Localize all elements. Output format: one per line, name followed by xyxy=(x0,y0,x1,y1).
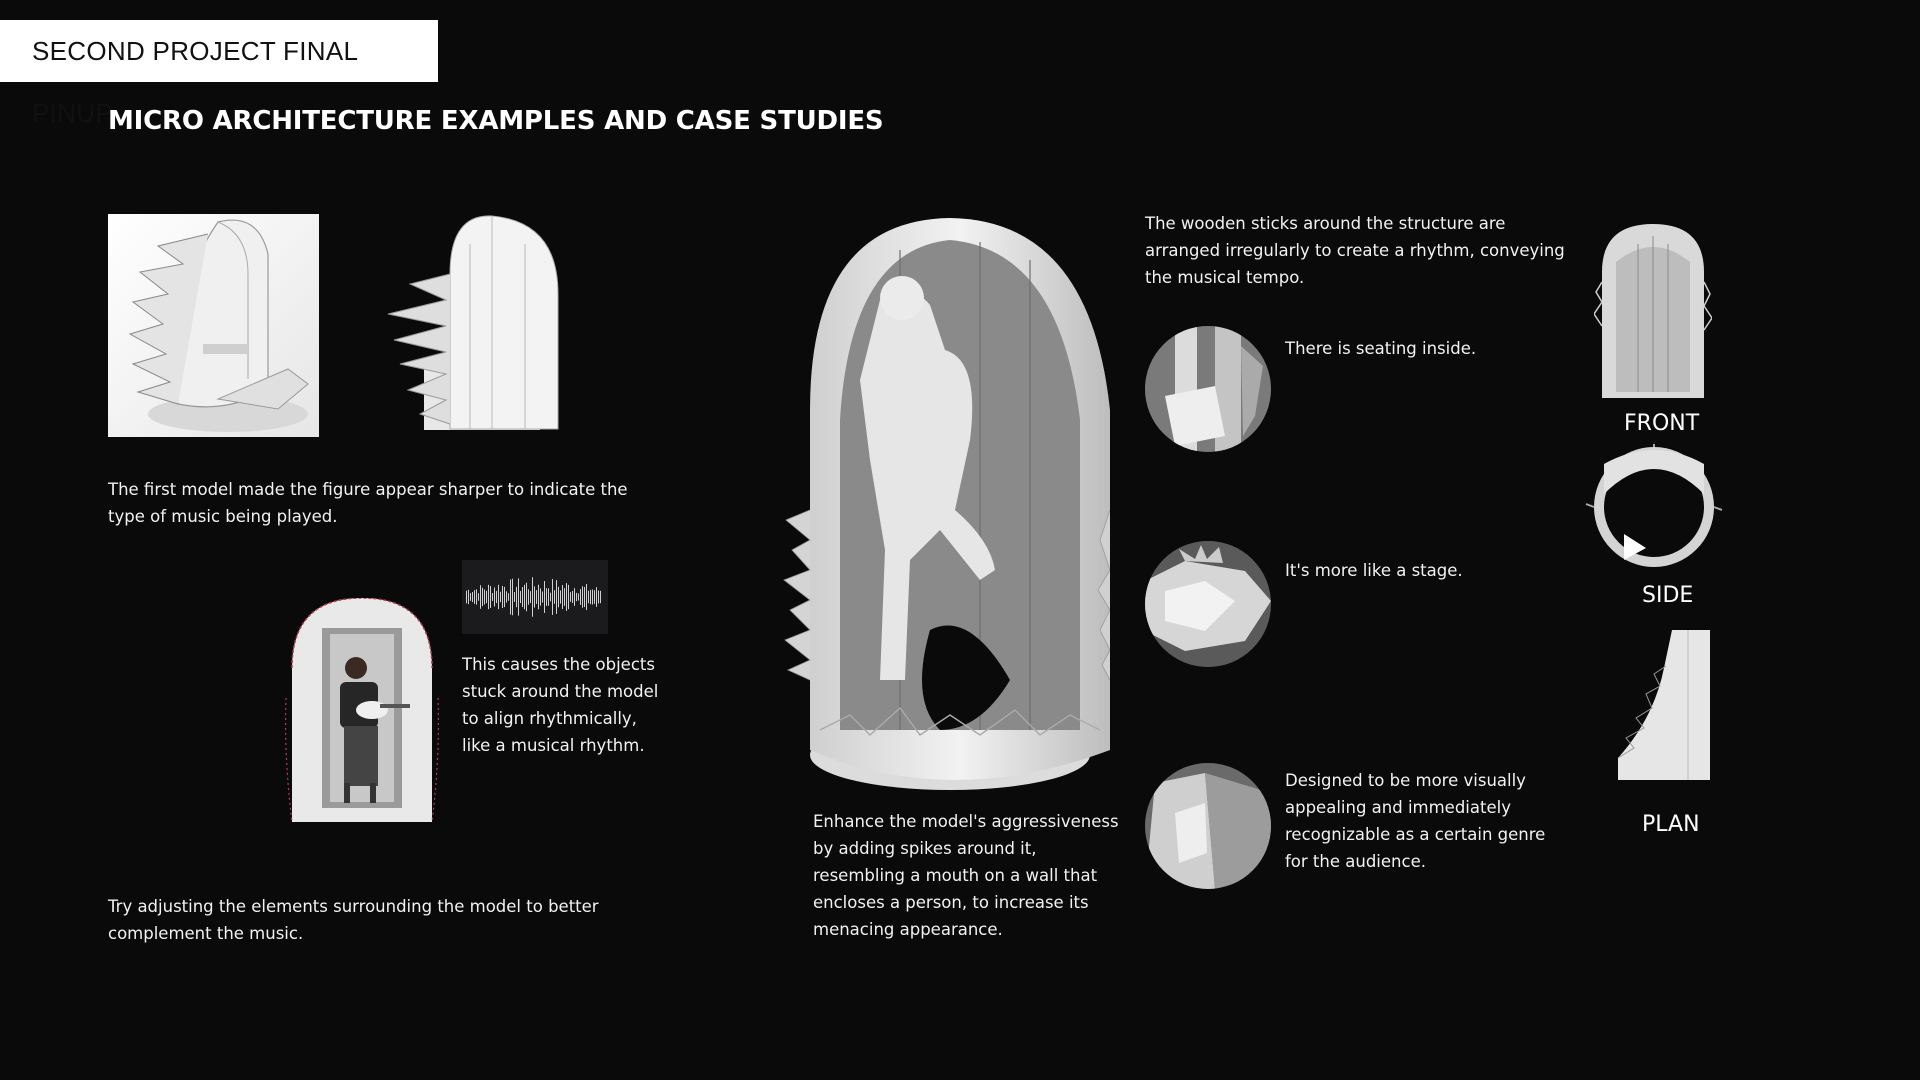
waveform-bar xyxy=(542,591,543,602)
waveform-bar xyxy=(514,592,515,602)
waveform-bar xyxy=(504,587,505,607)
waveform-bar xyxy=(484,590,485,605)
waveform-bar xyxy=(532,577,533,616)
waveform-bar xyxy=(470,593,471,601)
waveform-bar xyxy=(574,588,575,606)
waveform-bar xyxy=(496,591,497,603)
waveform-bar xyxy=(572,591,573,603)
waveform-bar xyxy=(594,590,595,604)
side-view-image xyxy=(1584,444,1724,570)
waveform-bar xyxy=(520,591,521,603)
waveform-bar xyxy=(522,587,523,607)
waveform-bar xyxy=(562,585,563,609)
detail-text-genre: Designed to be more visually appealing and immediately recognizable as a certain genre for the audience. xyxy=(1285,771,1546,871)
waveform-bar xyxy=(508,593,509,601)
waveform-bar xyxy=(476,589,477,604)
waveform-bar xyxy=(494,588,495,607)
waveform-bar xyxy=(564,588,565,606)
waveform-bar xyxy=(478,593,479,601)
waveform-bar xyxy=(540,588,541,605)
waveform-bar xyxy=(546,588,547,606)
waveform-bar xyxy=(586,584,587,610)
waveform-bar xyxy=(554,590,555,604)
waveform-bar xyxy=(566,583,567,611)
waveform-bar xyxy=(556,580,557,614)
waveform-bar xyxy=(498,585,499,609)
plan-view-label: PLAN xyxy=(1642,812,1700,837)
waveform-bar xyxy=(490,586,491,608)
waveform-bar xyxy=(526,583,527,612)
model-render-2 xyxy=(380,214,570,430)
waveform-bar xyxy=(588,591,589,604)
waveform-bar xyxy=(598,591,599,604)
waveform-bar xyxy=(500,592,501,602)
waveform-bar xyxy=(488,585,489,609)
caption-sticks: The wooden sticks around the structure are arranged irregularly to create a rhythm, conveying the musical tempo. xyxy=(1145,214,1565,287)
waveform-bar xyxy=(466,591,467,604)
detail-image-genre xyxy=(1145,763,1271,889)
waveform-bar xyxy=(502,586,503,608)
waveform-bar xyxy=(468,590,469,604)
waveform-bar xyxy=(492,593,493,601)
caption-objects: This causes the objects stuck around the model to align rhythmically, like a musical rhythm. xyxy=(462,655,659,755)
plan-view-image xyxy=(1614,628,1714,782)
page-title: MICRO ARCHITECTURE EXAMPLES AND CASE STUDIES xyxy=(108,106,884,136)
waveform-bar xyxy=(482,588,483,606)
front-view-image xyxy=(1594,222,1712,400)
waveform-bar xyxy=(510,579,511,614)
detail-image-stage xyxy=(1145,541,1271,667)
waveform-bar xyxy=(590,590,591,604)
detail-image-seating xyxy=(1145,326,1271,452)
waveform-bar xyxy=(578,593,579,600)
waveform-bar xyxy=(596,587,597,607)
waveform-bar xyxy=(518,578,519,615)
waveform-bar xyxy=(580,589,581,605)
main-model-render xyxy=(780,210,1110,795)
waveform-bar xyxy=(582,586,583,607)
section-tag: SECOND PROJECT FINAL PINUP xyxy=(0,20,438,82)
waveform-bar xyxy=(530,591,531,603)
waveform-bar xyxy=(560,590,561,603)
waveform-bar xyxy=(516,587,517,607)
waveform-bar xyxy=(472,592,473,602)
waveform-bar xyxy=(570,592,571,602)
waveform-bar xyxy=(528,589,529,604)
waveform-bar xyxy=(544,581,545,613)
detail-text-seating: There is seating inside. xyxy=(1285,339,1477,358)
waveform-bar xyxy=(600,591,601,603)
waveform-image xyxy=(462,560,608,634)
side-view-label: SIDE xyxy=(1642,583,1694,608)
waveform-bar xyxy=(538,585,539,610)
waveform-bar xyxy=(524,585,525,609)
waveform-bar xyxy=(592,589,593,604)
waveform-bar xyxy=(474,590,475,604)
waveform-bar xyxy=(550,593,551,602)
waveform-bar xyxy=(480,585,481,609)
front-view-label: FRONT xyxy=(1624,411,1700,436)
guitarist-photo xyxy=(284,598,440,824)
caption-first-model: The first model made the figure appear sharper to indicate the type of music being played. xyxy=(108,480,628,526)
caption-adjust: Try adjusting the elements surrounding the model to better complement the music. xyxy=(108,897,599,943)
detail-text-stage: It's more like a stage. xyxy=(1285,561,1463,580)
waveform-bar xyxy=(558,587,559,608)
caption-spikes: Enhance the model's aggressiveness by adding spikes around it, resembling a mouth on a wall that encloses a person, to increase its menacing appearance. xyxy=(813,812,1119,939)
waveform-bar xyxy=(552,579,553,615)
waveform-bar xyxy=(534,586,535,607)
waveform-bar xyxy=(568,585,569,609)
waveform-bar xyxy=(576,593,577,601)
waveform-bar xyxy=(548,588,549,606)
waveform-bar xyxy=(486,591,487,603)
waveform-bar xyxy=(536,590,537,604)
waveform-bar xyxy=(512,579,513,615)
waveform-bar xyxy=(584,587,585,607)
model-render-1 xyxy=(108,214,319,437)
waveform-bar xyxy=(506,591,507,602)
